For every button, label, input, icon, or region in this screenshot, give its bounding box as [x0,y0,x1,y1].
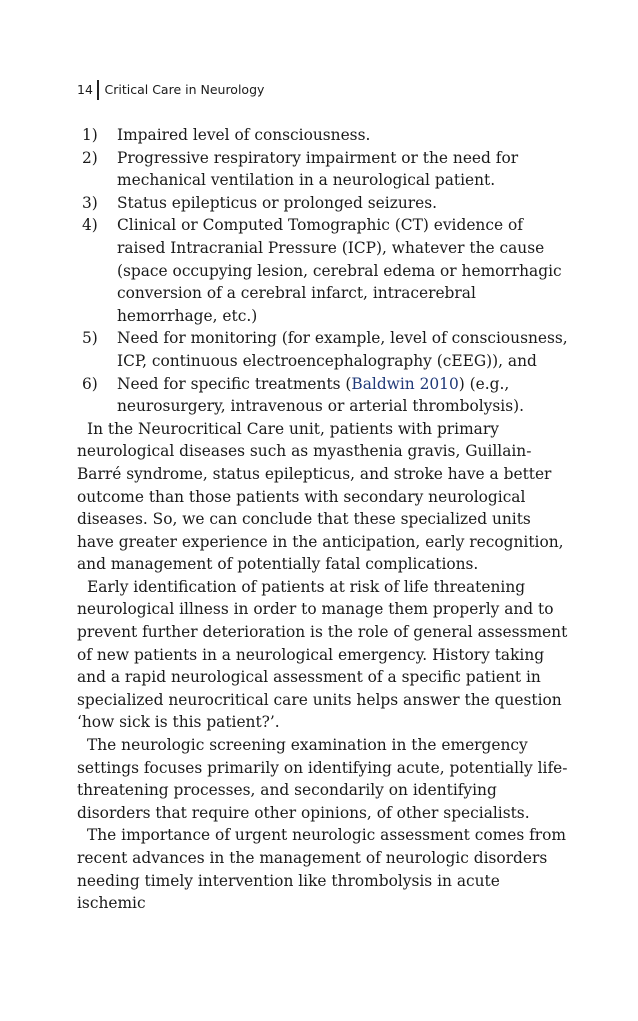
running-title: Critical Care in Neurology [104,82,265,97]
list-marker: 6) [82,374,98,393]
list-marker: 2) [82,148,98,167]
list-item [77,124,571,147]
list-item-text: Impaired level of consciousness. [117,126,371,144]
list-item [77,327,571,372]
list-item [77,192,571,215]
list-item-text: Need for monitoring (for example, level of consciousness, ICP, continuous electroencephalography (cEEG)), and [117,329,568,370]
list-item [77,214,571,327]
list-item-text: Progressive respiratory impairment or the need for mechanical ventilation in a neurological patient. [117,148,519,190]
running-header [77,80,264,100]
list-marker: 3) [82,193,98,212]
list-item-text-after: ) (e.g., neurosurgery, intravenous or arterial thrombolysis). [117,374,524,416]
list-item-text-before: Need for specific treatments ( [117,374,352,393]
list-marker: 4) [82,216,98,235]
list-item-text: Clinical or Computed Tomographic (CT) evidence of raised Intracranial Pressure (ICP), whatever the cause (space occupying lesion, cerebral edema or hemorrhagic conversion of a cerebral infarct, intracerebral hemorrhage, etc.) [117,216,562,325]
body-paragraph: Early identification of patients at risk of life threatening neurological illness in order to manage them properly and to prevent further deterioration is the role of general assessment of new patients in a neurological emergency. History taking and a rapid neurological assessment of a specific patient in specialized neurocritical care units helps answer the question ‘how sick is this patient?’. [77,577,568,732]
citation-link[interactable]: Baldwin 2010 [351,374,459,393]
criteria-list [77,124,571,418]
list-item-text: Status epilepticus or prolonged seizures. [117,193,437,212]
header-divider [97,80,99,100]
list-item [77,373,571,418]
list-marker: 1) [82,126,98,144]
list-item [77,147,571,192]
list-marker: 5) [82,329,98,348]
page-body [77,124,571,915]
page-number: 14 [77,82,93,97]
body-paragraph: The neurologic screening examination in the emergency settings focuses primarily on identifying acute, potentially life-threatening processes, and secondarily on identifying disorders that require other opinions, of other specialists. [77,736,568,822]
body-paragraph: In the Neurocritical Care unit, patients with primary neurological diseases such as myasthenia gravis, Guillain-Barré syndrome, status epilepticus, and stroke have a better outcome than those patients with secondary neurological diseases. So, we can conclude that these specialized units have greater experience in the anticipation, early recognition, and management of potentially fatal complications. [77,419,564,574]
body-paragraph: The importance of urgent neurologic assessment comes from recent advances in the management of neurologic disorders needing timely intervention like thrombolysis in acute ischemic [77,826,567,913]
